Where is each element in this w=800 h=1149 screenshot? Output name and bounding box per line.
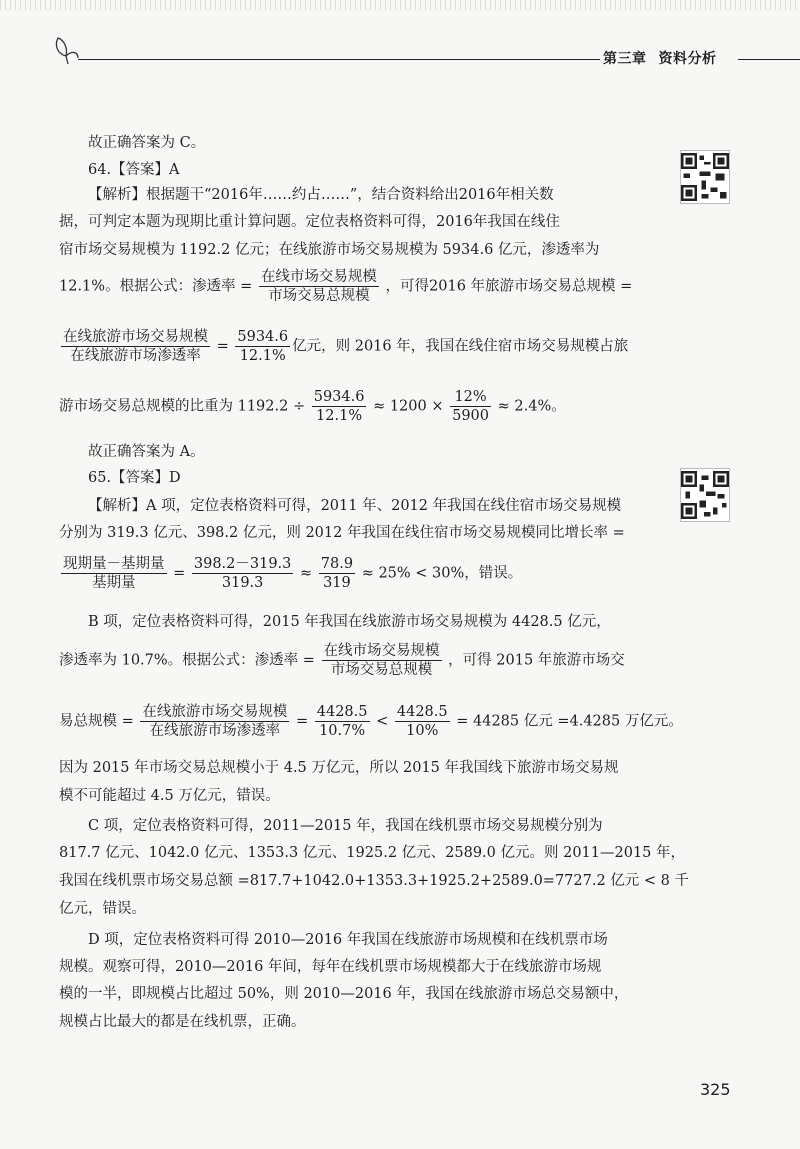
q65-text-line: 模不可能超过 4.5 万亿元，错误。: [59, 788, 280, 804]
fraction: $\frac{5934.6}{12.1\%}$: [313, 389, 365, 424]
q64-conclusion: 故正确答案为 A。: [88, 444, 205, 460]
formula-text: ，可得2016 年旅游市场交易总规模 =: [385, 278, 633, 295]
q65-text-line: C 项，定位表格资料可得，2011—2015 年，我国在线机票市场交易规模分别为: [88, 818, 603, 834]
q64-text-line: 宿市场交易规模为 1192.2 亿元；在线旅游市场交易规模为 5934.6 亿元，渗透率为: [59, 242, 600, 258]
q65-formula-line: 易总规模 = $\frac{\text{在线旅游市场交易规模}}{\text{在线旅游市场渗透率}}$ = $\frac{4428.5}{10.7\%}$ < $\frac{4428.5}{10\%}$ = 44285 亿元 =4.4285 万亿元。: [59, 704, 683, 739]
fraction: $\frac{5934.6}{12.1\%}$: [237, 329, 289, 364]
q64-formula-line: 游市场交易总规模的比重为 1192.2 ÷ $\frac{5934.6}{12.1\%}$ ≈ 1200 × $\frac{12\%}{5900}$ ≈ 2.4%。: [59, 389, 566, 424]
q65-text-line: 模的一半，即规模占比超过 50%，则 2010—2016 年，我国在线旅游市场总交易额中，: [59, 986, 629, 1002]
q65-formula-line: [59, 642, 625, 679]
leaf-icon: [52, 30, 82, 70]
q65-formula-line: $\frac{\text{现期量－基期量}}{\text{基期量}}$ = $\frac{398.2-319.3}{319.3}$ ≈ $\frac{78.9}{319}$ ≈ 25% < 30%，错误。: [63, 556, 523, 591]
page-number: 325: [700, 1080, 731, 1099]
formula-text: ≈ 25% < 30%，错误。: [361, 565, 523, 582]
q65-text-line: B 项，定位表格资料可得，2015 年我国在线旅游市场交易规模为 4428.5 亿元，: [88, 614, 611, 630]
q65-answer-label: 65.【答案】D: [88, 470, 181, 486]
formula-text: 游市场交易总规模的比重为 1192.2 ÷: [59, 398, 306, 415]
fraction: $\frac{4428.5}{10\%}$: [396, 704, 448, 739]
fraction: $\frac{78.9}{319}$: [320, 556, 354, 591]
q65-text-line: 【解析】A 项，定位表格资料可得，2011 年、2012 年我国在线住宿市场交易规模: [88, 498, 622, 514]
qr-code-icon: [680, 150, 730, 204]
q65-text-line: 分别为 319.3 亿元、398.2 亿元，则 2012 年我国在线住宿市场交易规模同比增长率 =: [59, 525, 625, 541]
formula-text: 亿元，则 2016 年，我国在线住宿市场交易规模占旅: [292, 338, 629, 355]
q65-text-line: 规模。观察可得，2010—2016 年间，每年在线机票市场规模都大于在线旅游市场规: [59, 959, 602, 975]
section-label: 资料分析: [658, 51, 717, 67]
running-header: [603, 48, 729, 68]
fraction: $\frac{\text{现期量－基期量}}{\text{基期量}}$: [63, 556, 165, 591]
q64-formula-line: $\frac{\text{在线旅游市场交易规模}}{\text{在线旅游市场渗透率}}$ = $\frac{5934.6}{12.1\%}$ 亿元，则 2016 年，我国在线住宿市场交易规模占旅: [63, 329, 629, 364]
q65-text-line: 因为 2015 年市场交易总规模小于 4.5 万亿元，所以 2015 年我国线下旅游市场交易规: [59, 760, 619, 776]
q65-text-line: 我国在线机票市场交易总额 =817.7+1042.0+1353.3+1925.2+2589.0=7727.2 亿元 < 8 千: [59, 873, 690, 889]
fraction: $\frac{4428.5}{10.7\%}$: [316, 704, 368, 739]
q64-formula-line: [59, 268, 632, 305]
scan-noise: [0, 0, 800, 10]
fraction: $\frac{398.2-319.3}{319.3}$: [193, 556, 292, 591]
formula-text: 渗透率为 10.7%。根据公式：渗透率 =: [59, 652, 315, 669]
chapter-label: 第三章: [603, 51, 647, 67]
formula-text: = 44285 亿元 =4.4285 万亿元。: [456, 713, 683, 730]
fraction: $\frac{\text{在线市场交易规模}}{\text{市场交易总规模}}$: [260, 269, 377, 304]
fraction: $\frac{\text{在线市场交易规模}}{\text{市场交易总规模}}$: [323, 643, 440, 678]
q65-text-line: D 项，定位表格资料可得 2010—2016 年我国在线旅游市场规模和在线机票市场: [88, 932, 608, 948]
fraction: $\frac{12\%}{5900}$: [452, 389, 490, 424]
q65-text-line: 817.7 亿元、1042.0 亿元、1353.3 亿元、1925.2 亿元、2589.0 亿元。则 2011—2015 年，: [59, 845, 686, 861]
fraction: $\frac{\text{在线旅游市场交易规模}}{\text{在线旅游市场渗透率}}$: [142, 704, 288, 739]
formula-text: ，可得 2015 年旅游市场交: [448, 652, 625, 669]
q63-answer-line: 故正确答案为 C。: [88, 135, 206, 151]
q64-text-line: 据，可判定本题为现期比重计算问题。定位表格资料可得，2016年我国在线住: [59, 214, 560, 230]
q64-text-line: 【解析】根据题干“2016年……约占……”，结合资料给出2016年相关数: [88, 187, 554, 203]
header-rule-end: [738, 59, 800, 60]
formula-text: 12.1%。根据公式：渗透率 =: [59, 278, 253, 295]
q65-text-line: 规模占比最大的都是在线机票，正确。: [59, 1014, 306, 1030]
fraction: $\frac{\text{在线旅游市场交易规模}}{\text{在线旅游市场渗透率}}$: [63, 329, 208, 364]
header-rule: [78, 59, 600, 60]
formula-text: 易总规模 =: [59, 713, 134, 730]
qr-code-icon: [680, 468, 730, 522]
q65-text-line: 亿元，错误。: [59, 901, 146, 917]
q64-answer-label: 64.【答案】A: [88, 162, 180, 178]
